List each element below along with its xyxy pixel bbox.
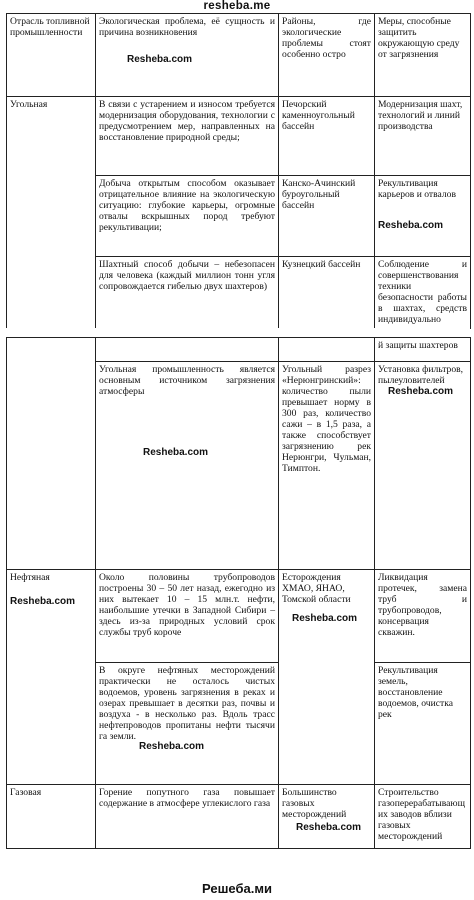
problem-cell: В связи с устарением и износом требуется модернизация оборудования, технологии с предусмотрением мер, направленных на восстановление природной среды; xyxy=(96,97,279,176)
branch-cell: Газовая xyxy=(7,785,96,849)
measures-cell: Рекультивация земель, восстановление водоемов, очистка рек xyxy=(375,663,471,785)
watermark: Resheba.com xyxy=(127,54,193,65)
header-branch: Отрасль топливной промышленности xyxy=(7,14,96,97)
table-row xyxy=(7,785,471,849)
problem-cell: В округе нефтяных месторождений практически не осталось чистых водоемов, уровень загрязнения в реках и озерах превышает в десятки раз, почвы и воздуха - в несколько раз. Вдоль трасс нефтепроводов пропитаны нефти тысячи га земли. Resheba.com xyxy=(96,663,279,785)
region-cell: Большинство газовых месторождений Resheba.com xyxy=(279,785,375,849)
watermark: Resheba.com xyxy=(378,220,444,231)
table-row xyxy=(7,338,471,362)
site-header: resheba.me xyxy=(203,0,271,12)
watermark: Resheba.com xyxy=(292,613,358,624)
problem-cell: Около половины трубопроводов построены 30 – 50 лет назад, ежегодно из них вытекает 10 – 15 млн.т. нефти, наибольшие утечки в Западной Сибири – здесь из-за природных условий срок службы труб короче xyxy=(96,570,279,663)
branch-cell-continued xyxy=(7,338,96,362)
watermark: Resheba.com xyxy=(388,386,454,397)
branch-cell-continued xyxy=(7,362,96,570)
problem-cell: Угольная промышленность является основным источником загрязнения атмосферы Resheba.com xyxy=(96,362,279,570)
measures-cell: Ликвидация протечек, замена труб и трубопроводов, консервация скважин. xyxy=(375,570,471,663)
page-gap xyxy=(6,328,470,336)
table-row xyxy=(7,97,471,176)
measures-cell: Соблюдение и совершенствования техники безопасности работы в шахтах, средств индивидуально xyxy=(375,257,471,329)
header-regions: Районы, где экологические проблемы стоят особенно остро xyxy=(279,14,375,97)
branch-cell: Угольная xyxy=(7,97,96,329)
watermark: Resheba.com xyxy=(139,741,205,752)
header-problem: Экологическая проблема, её сущность и причина возникновения Resheba.com xyxy=(96,14,279,97)
measures-cell: Установка фильтров, пылеуловителей Resheba.com xyxy=(375,362,471,570)
problem-cell-continued xyxy=(96,338,279,362)
region-cell-continued xyxy=(279,338,375,362)
region-cell: Кузнецкий бассейн xyxy=(279,257,375,329)
header-measures: Меры, способные защитить окружающую среду от загрязнения xyxy=(375,14,471,97)
region-cell: Канско-Ачинский буроугольный бассейн xyxy=(279,176,375,257)
region-cell: Угольный разрез «Нерюнгринский»: количество пыли превышает норму в 300 раз, количество сажи – в 1,5 раза, а также способствует загрязнению рек Нерюнгри, Чульман, Тимптон. xyxy=(279,362,375,570)
site-footer: Решеба.ми xyxy=(202,881,272,896)
branch-cell: Нефтяная Resheba.com xyxy=(7,570,96,785)
table-row xyxy=(7,362,471,570)
watermark: Resheba.com xyxy=(10,596,76,607)
ecology-table-part-1 xyxy=(6,13,471,329)
ecology-table-part-2 xyxy=(6,337,471,849)
measures-cell: Рекультивация карьеров и отвалов Resheba.com xyxy=(375,176,471,257)
table-header-row xyxy=(7,14,471,97)
region-cell: Печорский каменноугольный бассейн xyxy=(279,97,375,176)
watermark: Resheba.com xyxy=(296,822,362,833)
measures-cell: Модернизация шахт, технологий и линий производства xyxy=(375,97,471,176)
region-cell: Есторождения ХМАО, ЯНАО, Томской области Resheba.com xyxy=(279,570,375,785)
table-row xyxy=(7,570,471,663)
problem-cell: Горение попутного газа повышает содержание в атмосфере углекислого газа xyxy=(96,785,279,849)
measures-cell-continued: й защиты шахтеров xyxy=(375,338,471,362)
measures-cell: Строительство газоперерабатывающих заводов вблизи газовых месторождений xyxy=(375,785,471,849)
watermark: Resheba.com xyxy=(143,447,209,458)
problem-cell: Добыча открытым способом оказывает отрицательное влияние на экологическую ситуацию: глубокие карьеры, огромные отвалы вскрышных пород требуют рекультивации; xyxy=(96,176,279,257)
problem-cell: Шахтный способ добычи – небезопасен для человека (каждый миллион тонн угля сопровождается гибелью двух шахтеров) xyxy=(96,257,279,329)
